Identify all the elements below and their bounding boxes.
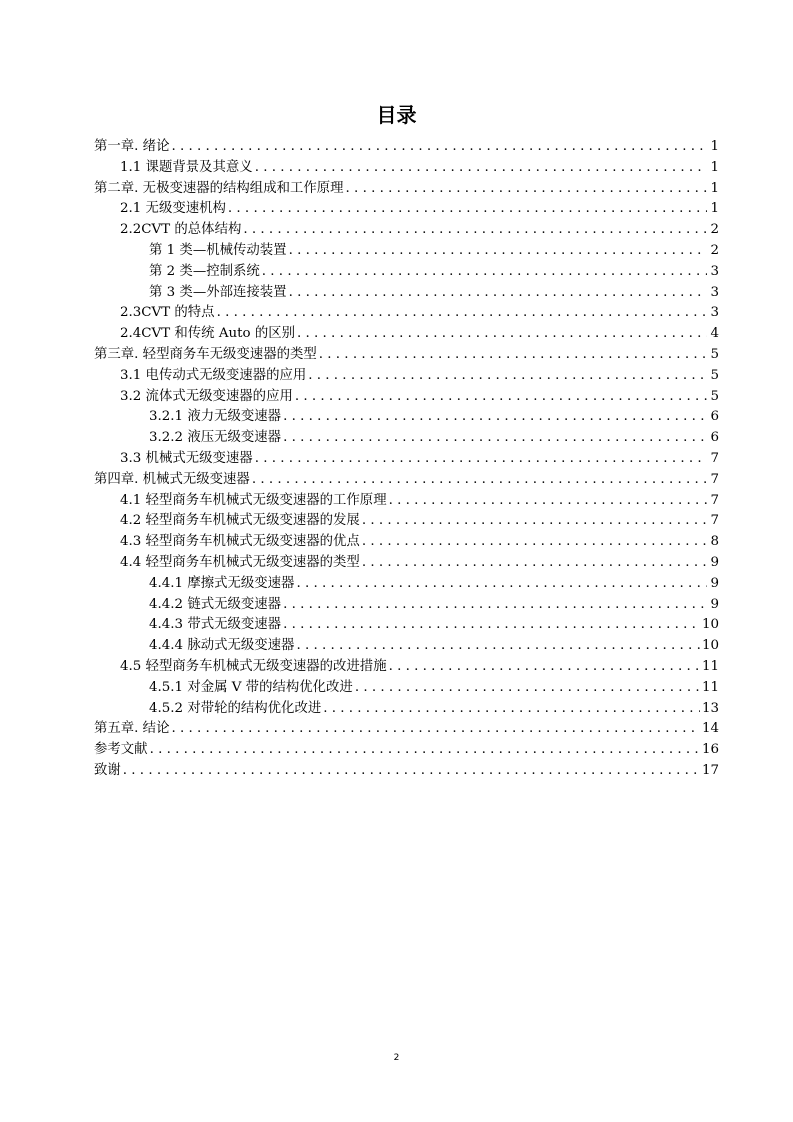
dot-leader — [389, 657, 700, 678]
toc-entry-page: 5 — [710, 346, 719, 362]
toc-entry-page: 14 — [701, 721, 719, 737]
toc-entry-page: 13 — [701, 700, 719, 716]
dot-leader — [319, 345, 707, 366]
toc-entry-page: 9 — [710, 596, 719, 612]
dot-leader — [123, 761, 700, 782]
toc-entry-page: 5 — [710, 367, 719, 383]
dot-leader — [217, 303, 707, 324]
toc-entry[interactable] — [94, 345, 719, 366]
toc-entry-page: 9 — [710, 554, 719, 570]
dot-leader — [389, 491, 707, 512]
toc-entry[interactable] — [94, 303, 719, 324]
dot-leader — [150, 740, 700, 761]
toc-entry[interactable] — [94, 366, 719, 387]
dot-leader — [297, 324, 707, 345]
toc-entry-page: 10 — [701, 638, 719, 654]
toc-entry-text: 第三章. 轻型商务车无级变速器的类型 — [94, 346, 317, 362]
toc-entry-text: 参考文献 — [94, 742, 148, 758]
toc-entry-page: 11 — [701, 658, 719, 674]
dot-leader — [355, 678, 700, 699]
dot-leader — [243, 220, 707, 241]
toc-entry[interactable] — [94, 220, 719, 241]
toc-entry-page: 8 — [710, 534, 719, 550]
toc-entry-page: 6 — [710, 409, 719, 425]
toc-entry[interactable] — [94, 740, 719, 761]
toc-entry-text: 3.2 流体式无级变速器的应用 — [120, 388, 293, 404]
toc-entry-text: 3.2.1 液力无级变速器 — [149, 409, 282, 425]
toc-entry-page: 3 — [710, 305, 719, 321]
toc-entry[interactable] — [94, 199, 719, 220]
toc-entry[interactable] — [94, 491, 719, 512]
toc-entry[interactable] — [94, 532, 719, 553]
toc-entry[interactable] — [94, 657, 719, 678]
toc-entry-page: 11 — [701, 679, 719, 695]
dot-leader — [252, 470, 707, 491]
dot-leader — [228, 199, 707, 220]
page-number: 2 — [393, 1053, 400, 1063]
toc-entry-text: 2.3CVT 的特点 — [120, 305, 215, 321]
toc-entry[interactable] — [94, 615, 719, 636]
toc-entry-text: 2.1 无级变速机构 — [120, 201, 226, 217]
toc-entry-page: 1 — [710, 159, 719, 175]
toc-entry[interactable] — [94, 678, 719, 699]
dot-leader — [308, 366, 707, 387]
toc-entry-page: 7 — [710, 450, 719, 466]
toc-entry-text: 第 2 类—控制系统 — [149, 263, 260, 279]
toc-entry[interactable] — [94, 324, 719, 345]
dot-leader — [362, 532, 707, 553]
toc-entry-page: 1 — [710, 201, 719, 217]
toc-entry-page: 7 — [710, 492, 719, 508]
toc-entry-text: 4.4.2 链式无级变速器 — [149, 596, 282, 612]
toc-entry-text: 4.3 轻型商务车机械式无级变速器的优点 — [120, 534, 360, 550]
dot-leader — [255, 158, 707, 179]
toc-entry[interactable] — [94, 699, 719, 720]
toc-entry-page: 1 — [710, 180, 719, 196]
toc-entry-text: 2.4CVT 和传统 Auto 的区别 — [120, 326, 295, 342]
toc-entry[interactable] — [94, 137, 719, 158]
toc-entry[interactable] — [94, 553, 719, 574]
toc-entry-page: 2 — [710, 222, 719, 238]
toc-entry[interactable] — [94, 719, 719, 740]
dot-leader — [323, 699, 700, 720]
toc-entry[interactable] — [94, 262, 719, 283]
toc-entry-text: 第一章. 绪论 — [94, 139, 170, 154]
toc-entry[interactable] — [94, 511, 719, 532]
toc-entry[interactable] — [94, 407, 719, 428]
toc-entry-text: 4.5.1 对金属 V 带的结构优化改进 — [149, 679, 353, 695]
toc-entry-text: 4.5 轻型商务车机械式无级变速器的改进措施 — [120, 658, 387, 674]
toc-entry-page: 17 — [701, 762, 719, 778]
toc-entry[interactable] — [94, 470, 719, 491]
toc-entry-page: 9 — [710, 575, 719, 591]
dot-leader — [283, 428, 707, 449]
toc-entry-text: 3.2.2 液压无级变速器 — [149, 430, 282, 446]
toc-entry-text: 2.2CVT 的总体结构 — [120, 222, 242, 238]
toc-entry-text: 4.4 轻型商务车机械式无级变速器的类型 — [120, 554, 360, 570]
toc-entry-text: 4.4.3 带式无级变速器 — [149, 617, 282, 633]
dot-leader — [262, 262, 707, 283]
toc-entry-text: 4.2 轻型商务车机械式无级变速器的发展 — [120, 513, 360, 529]
dot-leader — [289, 283, 707, 304]
toc-entry-text: 第四章. 机械式无级变速器 — [94, 471, 250, 487]
toc-entry-text: 第 1 类—机械传动装置 — [149, 242, 287, 258]
toc-entry-page: 7 — [710, 513, 719, 529]
toc-entry-page: 4 — [710, 326, 719, 342]
toc-entry[interactable] — [94, 595, 719, 616]
toc-entry-page: 7 — [710, 471, 719, 487]
toc-entry-text: 4.4.4 脉动式无级变速器 — [149, 638, 295, 654]
dot-leader — [362, 511, 707, 532]
toc-entry[interactable] — [94, 387, 719, 408]
dot-leader — [346, 179, 707, 200]
toc-entry[interactable] — [94, 158, 719, 179]
toc-entry-page: 3 — [710, 284, 719, 300]
dot-leader — [171, 719, 699, 740]
dot-leader — [283, 407, 707, 428]
toc-entry[interactable] — [94, 428, 719, 449]
toc-entry-text: 致谢 — [94, 762, 121, 778]
toc-entry-page: 5 — [710, 388, 719, 404]
toc-entry-page: 2 — [710, 242, 719, 258]
toc-entry-page: 3 — [710, 263, 719, 279]
dot-leader — [283, 615, 700, 636]
toc-list — [94, 137, 719, 782]
toc-entry[interactable] — [94, 761, 719, 782]
toc-entry-text: 4.4.1 摩擦式无级变速器 — [149, 575, 295, 591]
toc-entry-text: 4.1 轻型商务车机械式无级变速器的工作原理 — [120, 492, 387, 508]
dot-leader — [362, 553, 707, 574]
toc-entry-text: 1.1 课题背景及其意义 — [120, 159, 253, 175]
toc-entry[interactable] — [94, 241, 719, 262]
dot-leader — [289, 241, 707, 262]
toc-entry-text: 第二章. 无极变速器的结构组成和工作原理 — [94, 180, 344, 196]
toc-entry-page: 10 — [701, 617, 719, 633]
toc-title: 目录 — [376, 103, 417, 127]
toc-entry-text: 4.5.2 对带轮的结构优化改进 — [149, 700, 322, 716]
dot-leader — [283, 595, 707, 616]
toc-entry[interactable] — [94, 636, 719, 657]
dot-leader — [171, 137, 707, 158]
dot-leader — [255, 449, 707, 470]
toc-entry-page: 1 — [710, 139, 719, 154]
dot-leader — [296, 636, 700, 657]
toc-entry-page: 6 — [710, 430, 719, 446]
toc-entry-text: 第 3 类—外部连接装置 — [149, 284, 287, 300]
toc-entry[interactable] — [94, 449, 719, 470]
toc-entry-text: 3.1 电传动式无级变速器的应用 — [120, 367, 307, 383]
toc-entry[interactable] — [94, 283, 719, 304]
dot-leader — [296, 574, 707, 595]
dot-leader — [295, 387, 707, 408]
toc-entry-text: 第五章. 结论 — [94, 721, 170, 737]
toc-entry-text: 3.3 机械式无级变速器 — [120, 450, 253, 466]
toc-entry[interactable] — [94, 179, 719, 200]
toc-entry-page: 16 — [701, 742, 719, 758]
toc-entry[interactable] — [94, 574, 719, 595]
